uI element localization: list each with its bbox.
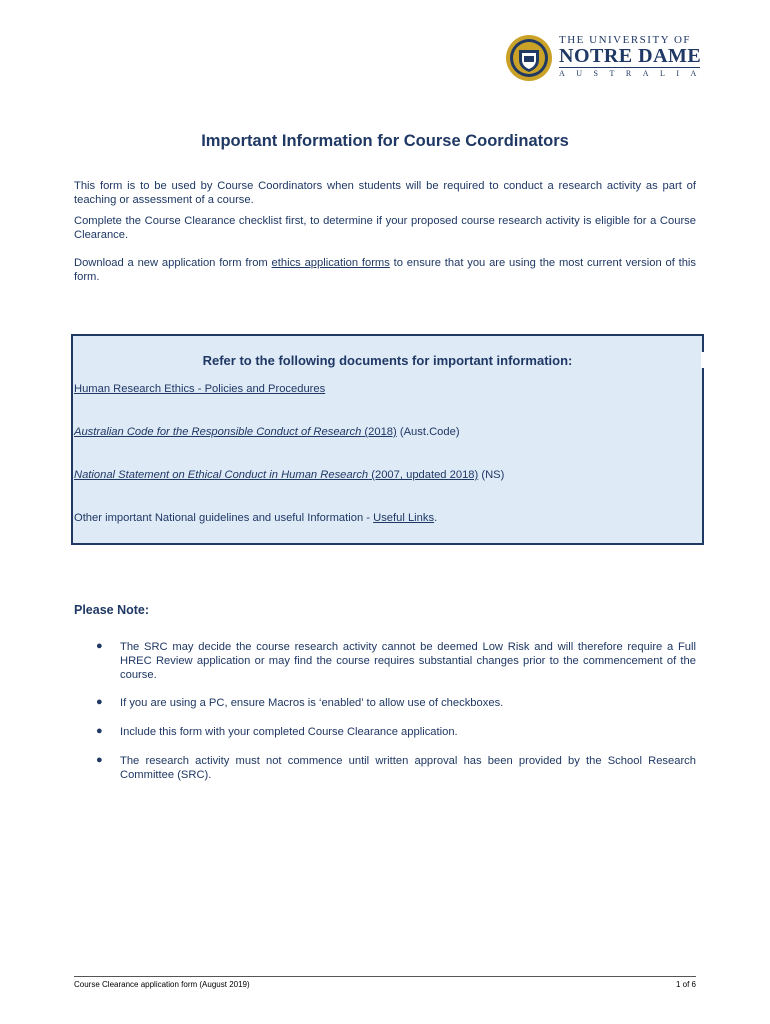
page-title: Important Information for Course Coordinators [201,132,569,150]
important-documents-box [71,334,704,545]
bullet-icon: ● [96,640,103,652]
logo-line-3: AUSTRALIA [559,69,708,78]
national-statement-link[interactable] [74,469,478,481]
note-text: Include this form with your completed Course Clearance application. [120,726,458,738]
national-statement-suffix: (NS) [478,469,505,481]
bullet-icon: ● [96,725,103,737]
university-seal-icon [505,34,553,82]
bullet-icon: ● [96,696,103,708]
aust-code-link-title: Australian Code for the Responsible Conduct of Research [74,426,362,438]
note-text: The research activity must not commence until written approval has been provided by the School Research Committee (SRC). [120,755,696,781]
aust-code-link[interactable] [74,426,397,438]
useful-links-link[interactable]: Useful Links [373,512,435,524]
info-box-heading: Refer to the following documents for important information: [202,353,573,368]
intro-paragraph-2: Complete the Course Clearance checklist first, to determine if your proposed course research activity is eligible for a Course Clearance. [74,215,696,241]
ethics-application-forms-link[interactable]: ethics application forms [271,257,390,269]
intro-paragraph-3-text-after: to ensure that you are using the most current version of this form. [74,257,697,283]
aust-code-link-year: (2018) [361,426,397,438]
info-item-national-statement [74,469,694,481]
logo-line-1: THE UNIVERSITY OF [559,34,692,46]
policies-procedures-link[interactable]: Human Research Ethics - Policies and Procedures [74,383,326,395]
intro-paragraph-3-text-before: Download a new application form from [74,257,272,269]
logo-line-2: NOTRE DAME [559,45,702,67]
note-text: The SRC may decide the course research activity cannot be deemed Low Risk and will therefore require a Full HREC Review application or may find the course requires substantial changes prior to the commencement of the course. [120,641,696,681]
national-statement-link-title: National Statement on Ethical Conduct in Human Research [74,469,369,481]
national-statement-link-year: (2007, updated 2018) [368,469,479,481]
bullet-icon: ● [96,754,103,766]
footer-page-number: 1 of 6 [675,980,696,989]
footer-divider [74,976,696,977]
aust-code-suffix: (Aust.Code) [396,426,460,438]
please-note-heading: Please Note: [74,603,150,617]
useful-links-suffix: . [434,512,438,524]
footer-form-name: Course Clearance application form (August 2019) [74,980,250,989]
info-item-aust-code [74,426,694,438]
info-item-policies [74,383,694,395]
note-text: If you are using a PC, ensure Macros is ‘enabled’ to allow use of checkboxes. [120,697,504,709]
intro-paragraph-3 [74,256,696,284]
intro-paragraph-1: This form is to be used by Course Coordinators when students will be required to conduct a research activity as part of teaching or assessment of a course. [74,180,696,206]
useful-links-prefix: Other important National guidelines and useful Information - [74,512,374,524]
university-logo [505,34,708,82]
info-item-useful-links [74,512,694,524]
